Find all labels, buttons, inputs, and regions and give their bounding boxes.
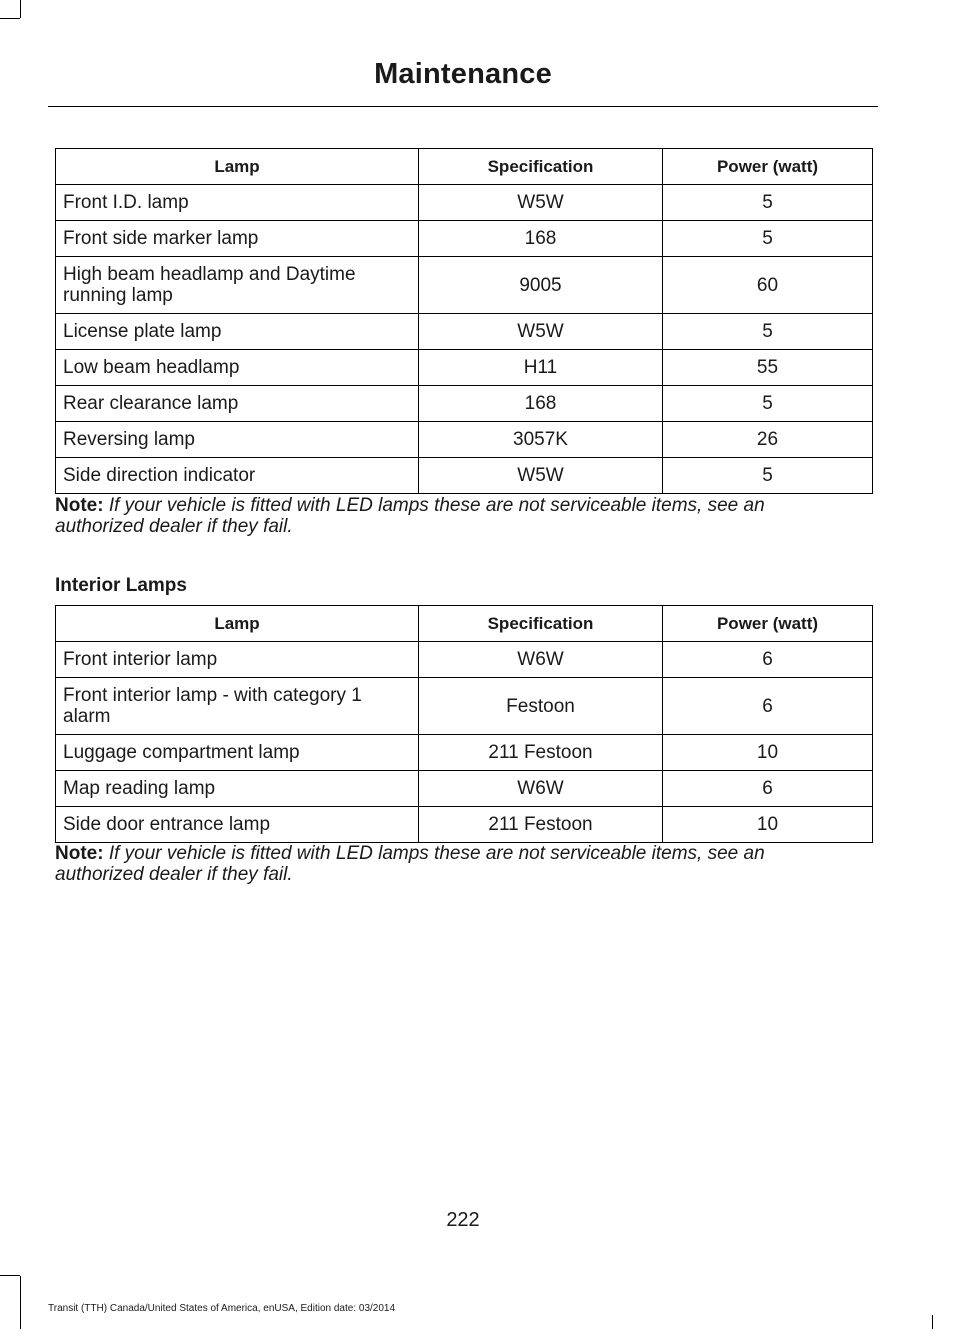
- cell-lamp: Luggage compartment lamp: [56, 735, 419, 771]
- note-text: If your vehicle is fitted with LED lamps these are not serviceable items, see an authorized dealer if they fail.: [55, 843, 765, 885]
- column-header-specification: Specification: [419, 606, 663, 642]
- note-label: Note:: [55, 843, 104, 864]
- table-header-row: [56, 606, 873, 642]
- cell-specification: W6W: [419, 642, 663, 678]
- cell-power: 10: [663, 735, 873, 771]
- page-title: Maintenance: [374, 58, 552, 90]
- cell-lamp: Map reading lamp: [56, 771, 419, 807]
- interior-note: [55, 843, 855, 885]
- cell-power: 55: [663, 350, 873, 386]
- cell-power: 60: [663, 257, 873, 314]
- column-header-power: Power (watt): [663, 149, 873, 185]
- cell-specification: 211 Festoon: [419, 807, 663, 843]
- cell-power: 10: [663, 807, 873, 843]
- exterior-note: [55, 495, 855, 537]
- table-row: [56, 221, 873, 257]
- column-header-power: Power (watt): [663, 606, 873, 642]
- cell-lamp: Reversing lamp: [56, 422, 419, 458]
- cell-specification: 211 Festoon: [419, 735, 663, 771]
- cell-specification: W6W: [419, 771, 663, 807]
- cell-lamp: Front I.D. lamp: [56, 185, 419, 221]
- note-text: If your vehicle is fitted with LED lamps these are not serviceable items, see an authorized dealer if they fail.: [55, 495, 765, 537]
- cell-lamp: Front interior lamp - with category 1 alarm: [56, 678, 419, 735]
- table-row: [56, 314, 873, 350]
- cell-lamp: Rear clearance lamp: [56, 386, 419, 422]
- cell-power: 5: [663, 221, 873, 257]
- table-row: [56, 771, 873, 807]
- page-number: 222: [446, 1209, 480, 1231]
- cell-power: 6: [663, 771, 873, 807]
- section-heading-interior-lamps: Interior Lamps: [55, 575, 187, 596]
- cell-power: 5: [663, 458, 873, 494]
- cell-specification: 168: [419, 221, 663, 257]
- cell-lamp: License plate lamp: [56, 314, 419, 350]
- crop-mark: [932, 1315, 933, 1329]
- table-row: [56, 422, 873, 458]
- cell-power: 5: [663, 185, 873, 221]
- cell-lamp: Front side marker lamp: [56, 221, 419, 257]
- cell-lamp: Low beam headlamp: [56, 350, 419, 386]
- cell-specification: W5W: [419, 458, 663, 494]
- cell-lamp: Side direction indicator: [56, 458, 419, 494]
- column-header-lamp: Lamp: [56, 606, 419, 642]
- table-row: [56, 257, 873, 314]
- edition-footer: Transit (TTH) Canada/United States of America, enUSA, Edition date: 03/2014: [48, 1303, 396, 1314]
- cell-specification: W5W: [419, 185, 663, 221]
- header-divider: [48, 106, 878, 107]
- column-header-specification: Specification: [419, 149, 663, 185]
- cell-lamp: High beam headlamp and Daytime running lamp: [56, 257, 419, 314]
- note-label: Note:: [55, 495, 104, 516]
- table-row: [56, 458, 873, 494]
- crop-mark: [20, 0, 21, 18]
- crop-mark: [20, 1276, 21, 1329]
- cell-lamp: Side door entrance lamp: [56, 807, 419, 843]
- cell-power: 26: [663, 422, 873, 458]
- cell-specification: 3057K: [419, 422, 663, 458]
- table-row: [56, 642, 873, 678]
- column-header-lamp: Lamp: [56, 149, 419, 185]
- table-row: [56, 735, 873, 771]
- cell-power: 5: [663, 314, 873, 350]
- cell-specification: H11: [419, 350, 663, 386]
- cell-specification: W5W: [419, 314, 663, 350]
- cell-specification: 168: [419, 386, 663, 422]
- cell-power: 5: [663, 386, 873, 422]
- cell-specification: 9005: [419, 257, 663, 314]
- cell-power: 6: [663, 642, 873, 678]
- exterior-lamps-table: [55, 148, 873, 494]
- table-row: [56, 350, 873, 386]
- cell-specification: Festoon: [419, 678, 663, 735]
- table-row: [56, 386, 873, 422]
- interior-lamps-table: [55, 605, 873, 843]
- crop-mark: [0, 18, 20, 19]
- cell-power: 6: [663, 678, 873, 735]
- cell-lamp: Front interior lamp: [56, 642, 419, 678]
- crop-mark: [0, 1275, 20, 1276]
- table-row: [56, 678, 873, 735]
- table-row: [56, 185, 873, 221]
- table-header-row: [56, 149, 873, 185]
- table-row: [56, 807, 873, 843]
